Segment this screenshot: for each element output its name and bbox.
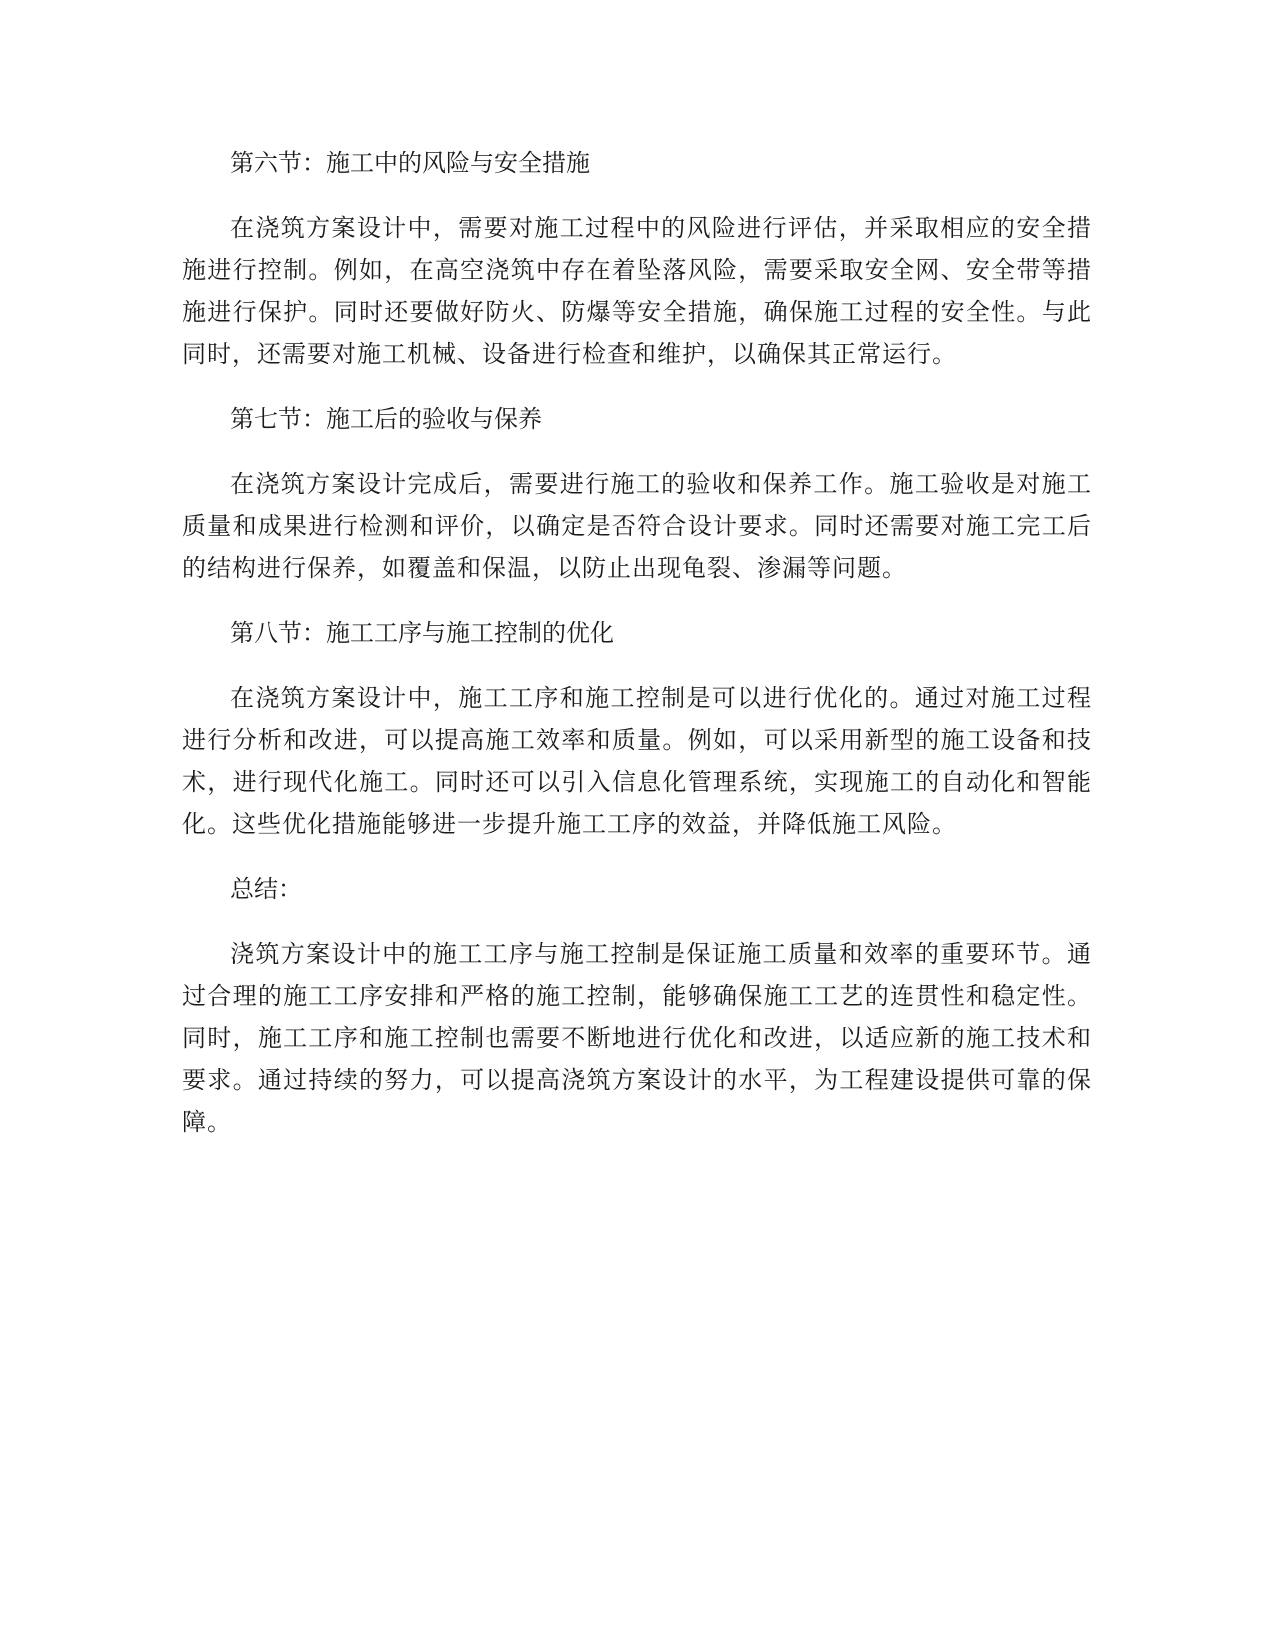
section-paragraph: 在浇筑方案设计完成后，需要进行施工的验收和保养工作。施工验收是对施工质量和成果进行检测和评价，以确定是否符合设计要求。同时还需要对施工完工后的结构进行保养，如覆盖和保温，以防止出现龟裂、渗漏等问题。: [182, 470, 1092, 582]
summary-paragraph: 浇筑方案设计中的施工工序与施工控制是保证施工质量和效率的重要环节。通过合理的施工工序安排和严格的施工控制，能够确保施工工艺的连贯性和稳定性。同时，施工工序和施工控制也需要不断地进行优化和改进，以适应新的施工技术和要求。通过持续的努力，可以提高浇筑方案设计的水平，为工程建设提供可靠的保障。: [182, 940, 1092, 1136]
document-body: [182, 142, 1092, 1166]
section-heading: 第六节：施工中的风险与安全措施: [230, 149, 590, 177]
section-heading: 第八节：施工工序与施工控制的优化: [230, 619, 614, 647]
summary-heading: 总结：: [230, 875, 302, 903]
section-heading: 第七节：施工后的验收与保养: [230, 405, 542, 433]
section-paragraph: 在浇筑方案设计中，施工工序和施工控制是可以进行优化的。通过对施工过程进行分析和改进，可以提高施工效率和质量。例如，可以采用新型的施工设备和技术，进行现代化施工。同时还可以引入信息化管理系统，实现施工的自动化和智能化。这些优化措施能够进一步提升施工工序的效益，并降低施工风险。: [182, 684, 1092, 838]
section-paragraph: 在浇筑方案设计中，需要对施工过程中的风险进行评估，并采取相应的安全措施进行控制。例如，在高空浇筑中存在着坠落风险，需要采取安全网、安全带等措施进行保护。同时还要做好防火、防爆等安全措施，确保施工过程的安全性。与此同时，还需要对施工机械、设备进行检查和维护，以确保其正常运行。: [182, 214, 1092, 368]
